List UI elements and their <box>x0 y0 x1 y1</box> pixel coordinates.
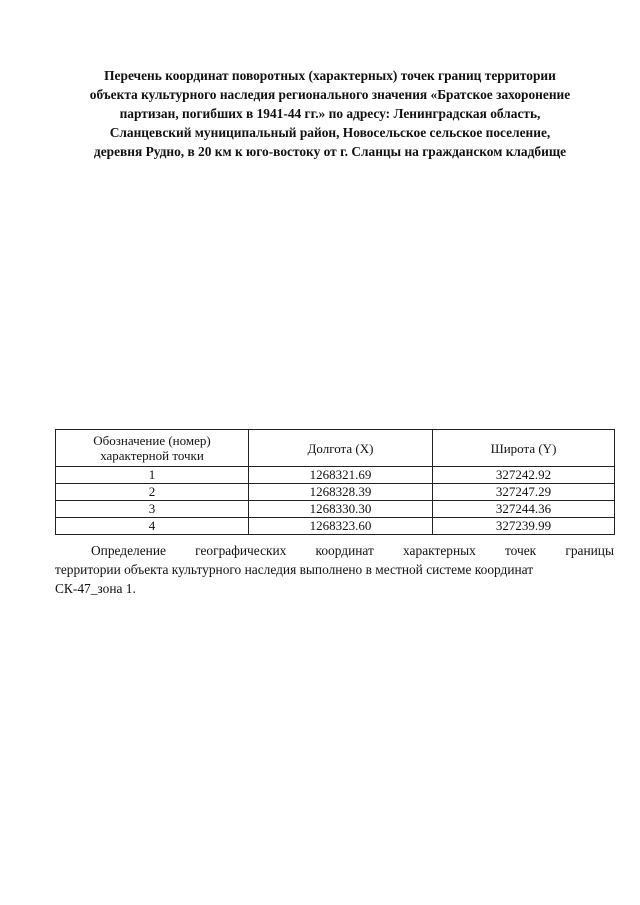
cell-y: 327239.99 <box>433 518 615 535</box>
title-line: деревня Рудно, в 20 км к юго-востоку от г. Сланцы на гражданском кладбище <box>93 144 567 159</box>
note-word: границы <box>565 543 614 558</box>
cell-x: 1268321.69 <box>249 467 433 484</box>
header-latitude: Широта (Y) <box>433 430 615 467</box>
title-line: Перечень координат поворотных (характерных) точек границ территории <box>104 68 556 83</box>
table-row <box>56 467 615 484</box>
cell-x: 1268323.60 <box>249 518 433 535</box>
coordinates-table <box>55 429 615 535</box>
cell-y: 327244.36 <box>433 501 615 518</box>
cell-y: 327247.29 <box>433 484 615 501</box>
cell-point: 1 <box>56 467 249 484</box>
note-word: Определение <box>91 543 166 558</box>
note-line-2: территории объекта культурного наследия выполнено в местной системе координат <box>55 562 534 577</box>
coordinate-system-note <box>55 541 614 598</box>
title-line: объекта культурного наследия регионального значения «Братское захоронение <box>89 87 571 102</box>
header-point-line2: характерной точки <box>100 448 204 463</box>
document-title <box>56 66 604 161</box>
table-header-row <box>56 430 615 467</box>
note-word: характерных <box>403 543 476 558</box>
table-row <box>56 518 615 535</box>
note-line-1 <box>55 541 614 560</box>
cell-point: 2 <box>56 484 249 501</box>
cell-y: 327242.92 <box>433 467 615 484</box>
table-row <box>56 484 615 501</box>
cell-point: 4 <box>56 518 249 535</box>
cell-x: 1268330.30 <box>249 501 433 518</box>
cell-x: 1268328.39 <box>249 484 433 501</box>
title-line: Сланцевский муниципальный район, Новосельское сельское поселение, <box>109 125 551 140</box>
table-row <box>56 501 615 518</box>
cell-point: 3 <box>56 501 249 518</box>
note-word: точек <box>504 543 537 558</box>
note-line-3: СК-47_зона 1. <box>55 581 136 596</box>
header-point-line1: Обозначение (номер) <box>93 433 211 448</box>
header-point-designation <box>56 430 249 467</box>
note-word: географических <box>195 543 287 558</box>
note-word: координат <box>315 543 374 558</box>
title-line: партизан, погибших в 1941-44 гг.» по адресу: Ленинградская область, <box>119 106 541 121</box>
header-longitude: Долгота (X) <box>249 430 433 467</box>
